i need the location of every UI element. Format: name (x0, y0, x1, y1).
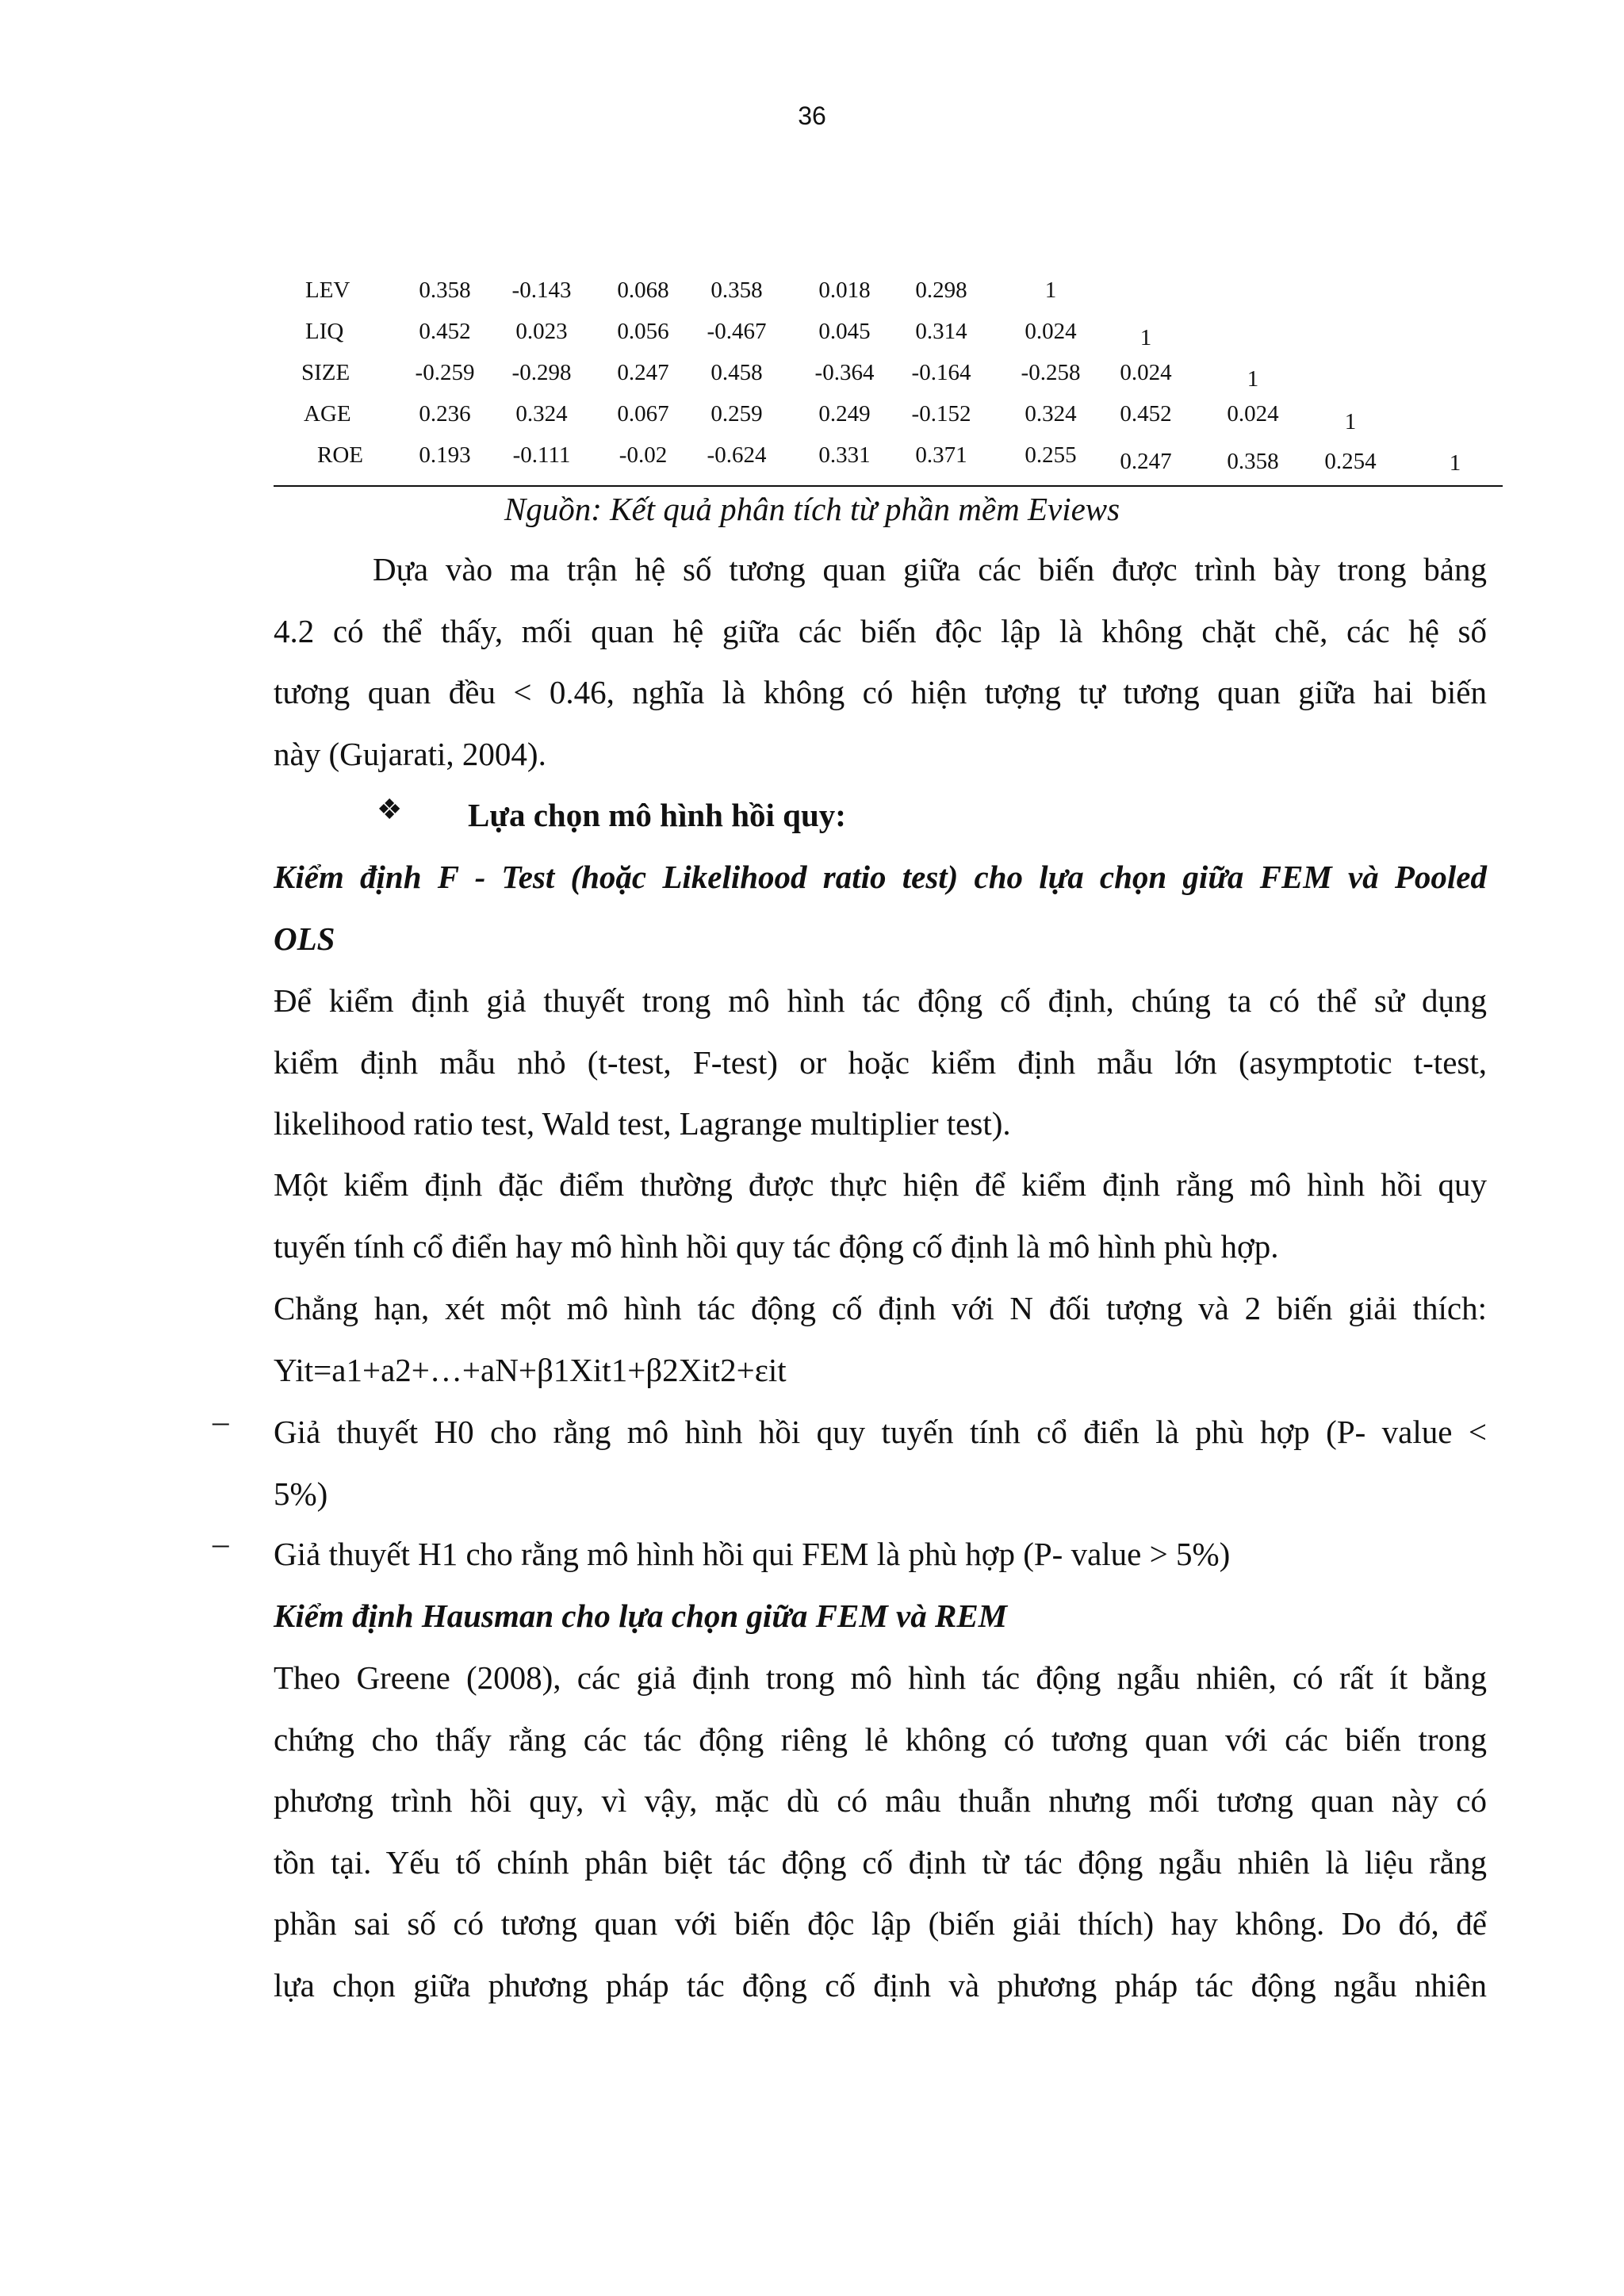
correlation-value: -0.111 (512, 442, 571, 468)
variable-label: LEV (305, 277, 350, 303)
paragraph-line: 4.2 có thể thấy, mối quan hệ giữa các biến độc lập là không chặt chẽ, các hệ số (274, 612, 1487, 649)
subheading-line: OLS (274, 920, 335, 957)
correlation-table (274, 270, 1503, 488)
hypothesis-line: Giả thuyết H0 cho rằng mô hình hồi quy tuyến tính cổ điển là phù hợp (P- value < (274, 1414, 1487, 1450)
paragraph-line: tuyến tính cổ điển hay mô hình hồi quy tác động cố định là mô hình phù hợp. (274, 1227, 1279, 1265)
paragraph-line: Chẳng hạn, xét một mô hình tác động cố định với N đối tượng và 2 biến giải thích: (274, 1290, 1487, 1326)
paragraph-line: likelihood ratio test, Wald test, Lagrange multiplier test). (274, 1105, 1011, 1142)
correlation-value: 0.045 (818, 319, 871, 344)
correlation-value: 0.324 (1025, 401, 1077, 427)
correlation-value: 0.259 (710, 401, 763, 427)
subheading-line: Kiểm định F - Test (hoặc Likelihood ratio test) cho lựa chọn giữa FEM và Pooled (274, 859, 1487, 895)
paragraph-line: kiểm định mẫu nhỏ (t-test, F-test) or hoặc kiểm định mẫu lớn (asymptotic t-test, (274, 1043, 1487, 1081)
paragraph-line: tồn tại. Yếu tố chính phân biệt tác động cố định từ tác động ngẫu nhiên là liệu rằng (274, 1843, 1487, 1881)
paragraph-line: này (Gujarati, 2004). (274, 735, 546, 772)
correlation-value: 0.452 (1120, 401, 1172, 427)
paragraph-specification-test (274, 1154, 1487, 1277)
dash-bullet-icon: – (213, 1525, 229, 1561)
section-heading-text: Lựa chọn mô hình hồi quy: (468, 797, 846, 833)
correlation-value: -0.624 (707, 442, 767, 468)
correlation-value: 0.254 (1324, 449, 1377, 474)
correlation-value: 0.193 (419, 442, 471, 468)
paragraph-line: tương quan đều < 0.46, nghĩa là không có hiện tượng tự tương quan giữa hai biến (274, 674, 1487, 710)
correlation-value: 0.371 (915, 442, 967, 468)
correlation-value: 0.358 (1227, 449, 1279, 474)
correlation-value: 0.024 (1025, 319, 1077, 344)
correlation-value: 0.298 (915, 277, 967, 303)
paragraph-line: Theo Greene (2008), các giả định trong mô hình tác động ngẫu nhiên, có rất ít bằng (274, 1659, 1487, 1696)
paragraph-line: phương trình hồi quy, vì vậy, mặc dù có mâu thuẫn nhưng mối tương quan này có (274, 1782, 1487, 1819)
correlation-value: -0.258 (1021, 360, 1081, 385)
paragraph-line: Để kiểm định giả thuyết trong mô hình tác động cố định, chúng ta có thể sử dụng (274, 982, 1487, 1019)
correlation-value: -0.02 (619, 442, 668, 468)
correlation-value: 1 (1247, 366, 1259, 392)
section-heading (468, 785, 1419, 847)
table-row (274, 442, 1503, 484)
correlation-value: 1 (1044, 277, 1057, 303)
correlation-value: -0.152 (911, 401, 971, 427)
correlation-value: 0.236 (419, 401, 471, 427)
hypothesis-line: 5%) (274, 1475, 328, 1512)
correlation-value: 0.458 (710, 360, 763, 385)
correlation-value: 0.247 (617, 360, 669, 385)
correlation-value: -0.164 (911, 360, 971, 385)
variable-label: AGE (304, 401, 351, 427)
correlation-value: -0.467 (707, 319, 767, 344)
correlation-value: 0.018 (818, 277, 871, 303)
table-row (274, 277, 1503, 319)
paragraph-line: lựa chọn giữa phương pháp tác động cố định và phương pháp tác động ngẫu nhiên (274, 1966, 1487, 2003)
correlation-value: 0.255 (1025, 442, 1077, 468)
subheading-line: Kiểm định Hausman cho lựa chọn giữa FEM và REM (274, 1598, 1008, 1634)
subheading-f-test (274, 847, 1487, 970)
hypothesis-line: Giả thuyết H1 cho rằng mô hình hồi qui FEM là phù hợp (P- value > 5%) (274, 1536, 1231, 1572)
correlation-value: 0.249 (818, 401, 871, 427)
correlation-value: 0.068 (617, 277, 669, 303)
correlation-value: 0.024 (1120, 360, 1172, 385)
correlation-value: 0.314 (915, 319, 967, 344)
correlation-value: 0.056 (617, 319, 669, 344)
variable-label: LIQ (305, 319, 344, 344)
paragraph-fixed-effect-example (274, 1278, 1487, 1401)
paragraph-line: chứng cho thấy rằng các tác động riêng lẻ không có tương quan với các biến trong (274, 1720, 1487, 1758)
paragraph-correlation-discussion (274, 539, 1487, 785)
correlation-value: -0.259 (415, 360, 475, 385)
correlation-value: 0.024 (1227, 401, 1279, 427)
paragraph-line: Dựa vào ma trận hệ số tương quan giữa các biến được trình bày trong bảng (373, 551, 1487, 587)
correlation-value: 0.023 (515, 319, 568, 344)
variable-label: ROE (317, 442, 363, 468)
table-row (274, 401, 1503, 442)
variable-label: SIZE (301, 360, 350, 385)
correlation-value: 0.452 (419, 319, 471, 344)
correlation-value: 1 (1449, 450, 1461, 476)
correlation-value: 0.067 (617, 401, 669, 427)
correlation-value: 0.358 (710, 277, 763, 303)
correlation-value: 0.358 (419, 277, 471, 303)
paragraph-test-methods (274, 970, 1487, 1155)
correlation-value: -0.298 (511, 360, 572, 385)
paragraph-hausman-discussion (274, 1647, 1487, 2016)
correlation-value: -0.143 (511, 277, 572, 303)
correlation-value: 1 (1139, 325, 1152, 350)
table-row (274, 319, 1503, 360)
correlation-value: -0.364 (814, 360, 875, 385)
diamond-bullet-icon: ❖ (377, 794, 403, 825)
model-equation: Yit=a1+a2+…+aN+β1Xit1+β2Xit2+εit (274, 1351, 787, 1388)
table-bottom-rule (274, 485, 1503, 487)
subheading-hausman (274, 1586, 1487, 1647)
page-number: 36 (798, 101, 826, 130)
dash-bullet-icon: – (213, 1402, 229, 1439)
paragraph-line: Một kiểm định đặc điểm thường được thực hiện để kiểm định rằng mô hình hồi quy (274, 1166, 1487, 1203)
hypothesis-h0 (274, 1402, 1487, 1525)
table-row (274, 360, 1503, 401)
correlation-value: 0.324 (515, 401, 568, 427)
correlation-value: 1 (1344, 409, 1357, 434)
correlation-value: 0.331 (818, 442, 871, 468)
hypothesis-h1 (274, 1524, 1487, 1586)
paragraph-line: phần sai số có tương quan với biến độc lập (biến giải thích) hay không. Do đó, để (274, 1905, 1487, 1942)
table-source-note: Nguồn: Kết quả phân tích từ phần mềm Eviews (504, 491, 1120, 527)
correlation-value: 0.247 (1120, 449, 1172, 474)
